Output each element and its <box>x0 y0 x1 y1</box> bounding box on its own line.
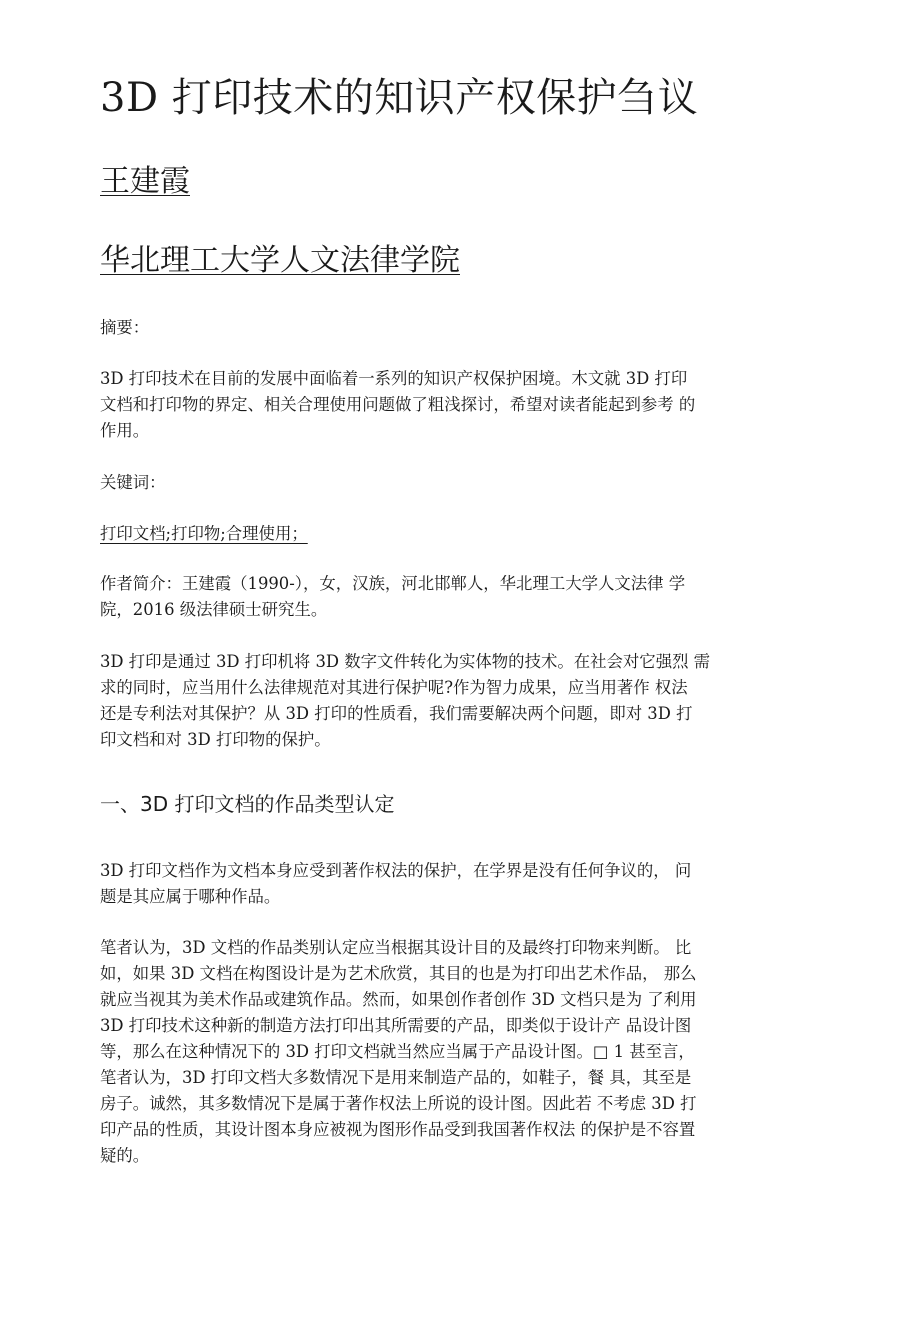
author-affiliation: 华北理工大学人文法律学院 <box>100 243 460 278</box>
keywords-label: 关键词： <box>100 473 166 492</box>
author-bio: 作者简介：王建霞（1990-），女，汉族，河北邯郸人，华北理工大学人文法律 学 院，2016 级法律硕士研究生。 <box>100 574 686 619</box>
section-paragraph-2: 笔者认为，3D 文档的作品类别认定应当根据其设计目的及最终打印物来判断。 比 如，如果 3D 文档在构图设计是为艺术欣赏，其目的也是为打印出艺术作品， 那么 就应当视其为美术作品或建筑作品。然而，如果创作者创作 3D 文档只是为 了利用 3D 打印技术这种新的制造方法打印出其所需要的产品，即类似于设计产 品设计图 等，那么在这种情况下的 3D 打印文档就当然应当属于产品设计图。□ 1 甚至言， 笔者认为，3D 打印文档大多数情况下是用来制造产品的，如鞋子，餐 具，其至是 房子。诚然，其多数情况下是属于著作权法上所说的设计图。因此若 不考虑 3D 打 印产品的性质，其设计图本身应被视为图形作品受到我国著作权法 的保护是不容置 疑的。 <box>100 938 697 1165</box>
author-name: 王建霞 <box>100 164 190 199</box>
section-heading: 一、3D 打印文档的作品类型认定 <box>100 792 395 816</box>
intro-paragraph: 3D 打印是通过 3D 打印机将 3D 数字文件转化为实体物的技术。在社会对它强烈 需 求的同时，应当用什么法律规范对其进行保护呢?作为智力成果，应当用著作 权法 还是专利法对其保护？从 3D 打印的性质看，我们需要解决两个问题，即对 3D 打 印文档和对 3D 打印物的保护。 <box>100 652 711 749</box>
abstract-label: 摘要： <box>100 318 150 337</box>
keywords-text: 打印文档;打印物;合理使用； <box>100 524 308 543</box>
document-title: 3D 打印技术的知识产权保护刍议 <box>100 75 699 121</box>
section-paragraph-1: 3D 打印文档作为文档本身应受到著作权法的保护，在学界是没有任何争议的， 问 题是其应属于哪种作品。 <box>100 861 692 906</box>
abstract-text: 3D 打印技术在目前的发展中面临着一系列的知识产权保护困境。木文就 3D 打印 文档和打印物的界定、相关合理使用问题做了粗浅探讨，希望对读者能起到参考 的 作用。 <box>100 369 696 440</box>
